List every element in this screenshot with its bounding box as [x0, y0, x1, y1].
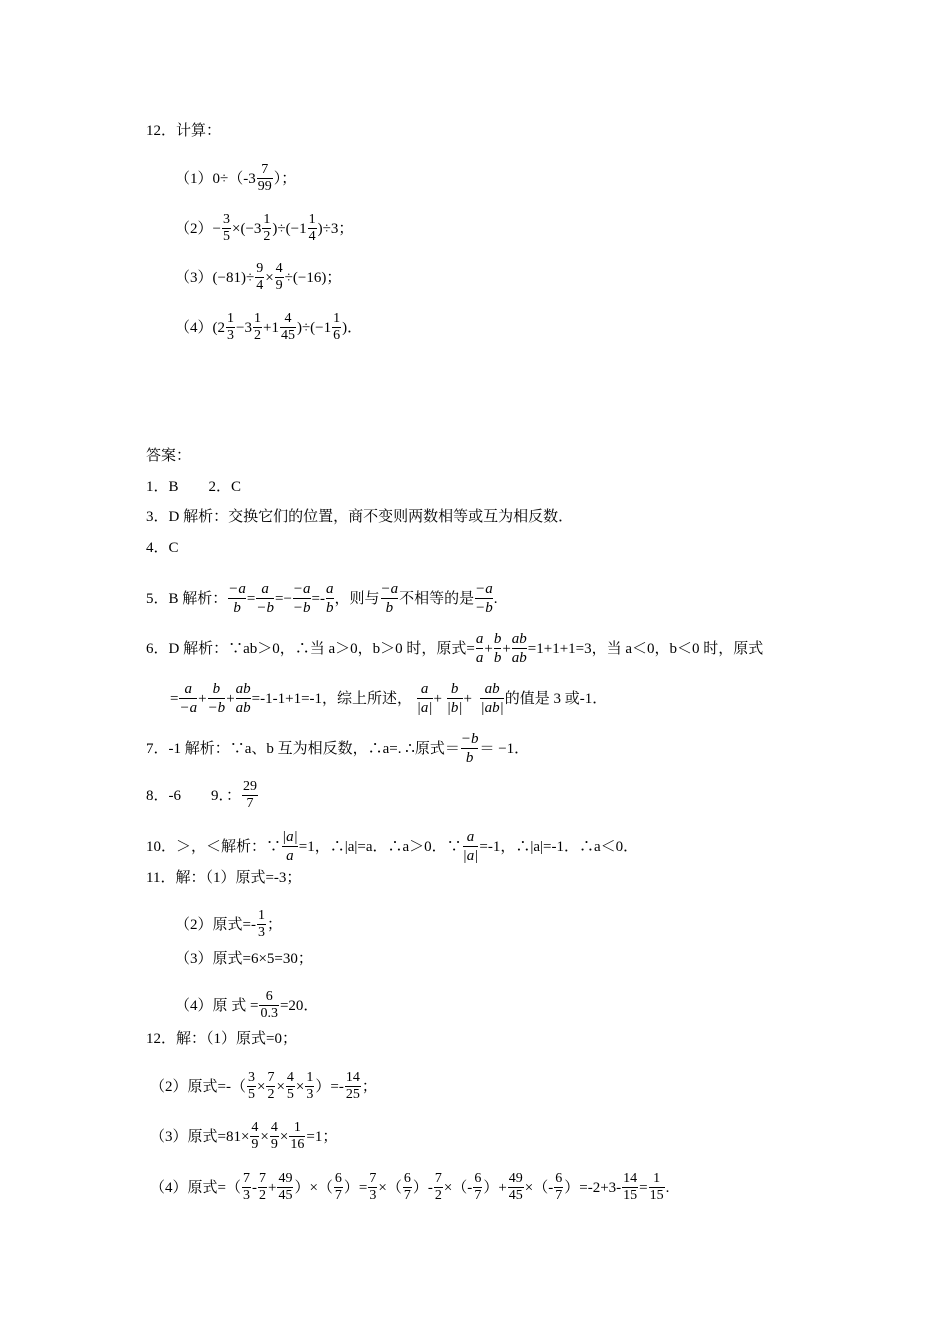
fraction: $\frac{a}{|a|}$ [462, 829, 479, 864]
fraction: $\frac{1}{2}$ [253, 311, 261, 343]
fraction: $\frac{4}{5}$ [286, 1070, 294, 1102]
fraction: $\frac{1}{3}$ [227, 311, 235, 343]
answer-7: 7．-1 解析：∵a、b 互为相反数，∴a=. ∴原式＝ $\frac{-b}{b}$ ＝ −1． [146, 731, 530, 766]
fraction: $\frac{4}{45}$ [280, 311, 295, 343]
fraction: $\frac{7}{99}$ [257, 162, 272, 194]
answer-12-4: （4）原式=（ $\frac{7}{3}$ - $\frac{7}{2}$ + $\frac{49}{45}$ ）×（ $\frac{6}{7}$ ）= $\frac{7}{3}$ ×（ $\frac{6}{7}$ ）- $\frac{7}{2}$ ×（- $\frac{6}{7}$ ）+ $\frac{49}{45}$ ×（- $\frac{6}{7}$ ）=-2+3- $\frac{14}{15}$ = $\frac{1}{15}$ . [150, 1171, 670, 1203]
fraction: $\frac{14}{15}$ [623, 1171, 638, 1203]
fraction: $\frac{29}{7}$ [243, 779, 257, 811]
problem-line-3: （3）(−81)÷ $\frac{9}{4}$ × $\frac{4}{9}$ ÷(−16)； [175, 261, 342, 293]
answer-6-cont: = $\frac{a}{-a}$ + $\frac{b}{-b}$ + $\frac{ab}{ab}$ =-1-1+1=-1，综上所述， $\frac{a}{|a|}$ + $\frac{b}{|b|}$ + $\frac{ab}{|ab|}$ 的值是 3 或-1． [170, 681, 608, 716]
answer-10: 10．＞，＜解析：∵ $\frac{|a|}{a}$ =1，∴|a|=a．∴a＞0．∵ $\frac{a}{|a|}$ =-1，∴|a|=-1．∴a＜0． [146, 829, 639, 864]
fraction: $\frac{7}{3}$ [369, 1171, 377, 1203]
fraction: $\frac{a}{|a|}$ [416, 681, 433, 716]
fraction: $\frac{a}{-b}$ [256, 581, 274, 616]
fraction: $\frac{7}{2}$ [434, 1171, 442, 1203]
fraction: $\frac{b}{b}$ [493, 631, 502, 666]
fraction: $\frac{49}{45}$ [508, 1171, 523, 1203]
fraction: $\frac{6}{7}$ [334, 1171, 342, 1203]
fraction: $\frac{1}{6}$ [333, 311, 341, 343]
answer-11-2: （2）原式=- $\frac{1}{3}$ ； [175, 908, 282, 940]
answer-11-1: 11．解：（1）原式=-3； [146, 870, 302, 886]
answer-12-3: （3）原式=81× $\frac{4}{9}$ × $\frac{4}{9}$ × $\frac{1}{16}$ =1； [150, 1120, 338, 1152]
fraction: $\frac{-a}{b}$ [380, 581, 399, 616]
fraction: $\frac{1}{3}$ [306, 1070, 314, 1102]
problem-line-4: （4）(2 $\frac{1}{3}$ −3 $\frac{1}{2}$ +1 $\frac{4}{45}$ )÷(−1 $\frac{1}{6}$ )． [175, 311, 363, 343]
fraction: $\frac{6}{7}$ [474, 1171, 482, 1203]
problem-title: 12．计算： [146, 123, 222, 139]
fraction: $\frac{6}{7}$ [403, 1171, 411, 1203]
fraction: $\frac{-b}{b}$ [460, 731, 479, 766]
fraction: $\frac{-a}{-b}$ [475, 581, 493, 616]
fraction: $\frac{6}{0.3}$ [260, 989, 278, 1021]
fraction: $\frac{6}{7}$ [555, 1171, 563, 1203]
fraction: $\frac{3}{5}$ [247, 1070, 255, 1102]
fraction: $\frac{1}{16}$ [290, 1120, 305, 1152]
fraction: $\frac{a}{b}$ [326, 581, 334, 616]
fraction: $\frac{|a|}{a}$ [282, 829, 298, 864]
answers-heading: 答案： [146, 448, 192, 464]
fraction: $\frac{4}{9}$ [251, 1120, 259, 1152]
answer-6: 6．D 解析：∵ab＞0，∴当 a＞0，b＞0 时，原式= $\frac{a}{a}$ + $\frac{b}{b}$ + $\frac{ab}{ab}$ =1+1+1=3，当 a＜0，b＜0 时，原式 [146, 631, 764, 666]
problem-line-1: （1）0÷（-3 $\frac{7}{99}$ ）； [175, 162, 297, 194]
fraction: $\frac{1}{4}$ [308, 212, 316, 244]
fraction: $\frac{a}{-a}$ [179, 681, 198, 716]
fraction: $\frac{14}{25}$ [345, 1070, 360, 1102]
answer-11-4: （4）原 式 = $\frac{6}{0.3}$ =20． [175, 989, 319, 1021]
answer-12-1: 12．解：（1）原式=0； [146, 1031, 297, 1047]
answer-12-2: （2）原式=-（ $\frac{3}{5}$ × $\frac{7}{2}$ × $\frac{4}{5}$ × $\frac{1}{3}$ ）=- $\frac{14}{25}$ ； [150, 1070, 377, 1102]
fraction: $\frac{1}{2}$ [263, 212, 271, 244]
fraction: $\frac{4}{9}$ [270, 1120, 278, 1152]
answer-11-3: （3）原式=6×5=30； [175, 951, 313, 967]
fraction: $\frac{-a}{-b}$ [292, 581, 311, 616]
answer-8-9: 8．-6 9．： $\frac{29}{7}$ [146, 779, 257, 811]
fraction: $\frac{7}{2}$ [267, 1070, 275, 1102]
fraction: $\frac{3}{5}$ [222, 212, 230, 244]
fraction: $\frac{b}{|b|}$ [446, 681, 463, 716]
fraction: $\frac{7}{2}$ [258, 1171, 266, 1203]
fraction: $\frac{49}{45}$ [278, 1171, 293, 1203]
problem-line-2: （2）− $\frac{3}{5}$ ×(−3 $\frac{1}{2}$ )÷(−1 $\frac{1}{4}$ )÷3； [175, 212, 354, 244]
answer-3: 3．D 解析：交换它们的位置，商不变则两数相等或互为相反数． [146, 509, 574, 525]
answer-1-2: 1．B 2．C [146, 479, 242, 495]
answer-5: 5．B 解析： $\frac{-a}{b}$ = $\frac{a}{-b}$ =− $\frac{-a}{-b}$ =- $\frac{a}{b}$ ，则与 $\frac{-a}{b}$ 不相等的是 $\frac{-a}{-b}$ . [146, 581, 498, 616]
fraction: $\frac{7}{3}$ [242, 1171, 250, 1203]
fraction: $\frac{ab}{ab}$ [511, 631, 527, 666]
fraction: $\frac{a}{a}$ [475, 631, 484, 666]
fraction: $\frac{b}{-b}$ [207, 681, 226, 716]
fraction: $\frac{1}{15}$ [649, 1171, 664, 1203]
fraction: $\frac{4}{9}$ [275, 261, 283, 293]
fraction: $\frac{-a}{b}$ [228, 581, 246, 616]
fraction: $\frac{1}{3}$ [257, 908, 265, 940]
answer-4: 4．C [146, 540, 179, 556]
fraction: $\frac{9}{4}$ [256, 261, 264, 293]
fraction: $\frac{ab}{|ab|}$ [480, 681, 504, 716]
fraction: $\frac{ab}{ab}$ [235, 681, 251, 716]
